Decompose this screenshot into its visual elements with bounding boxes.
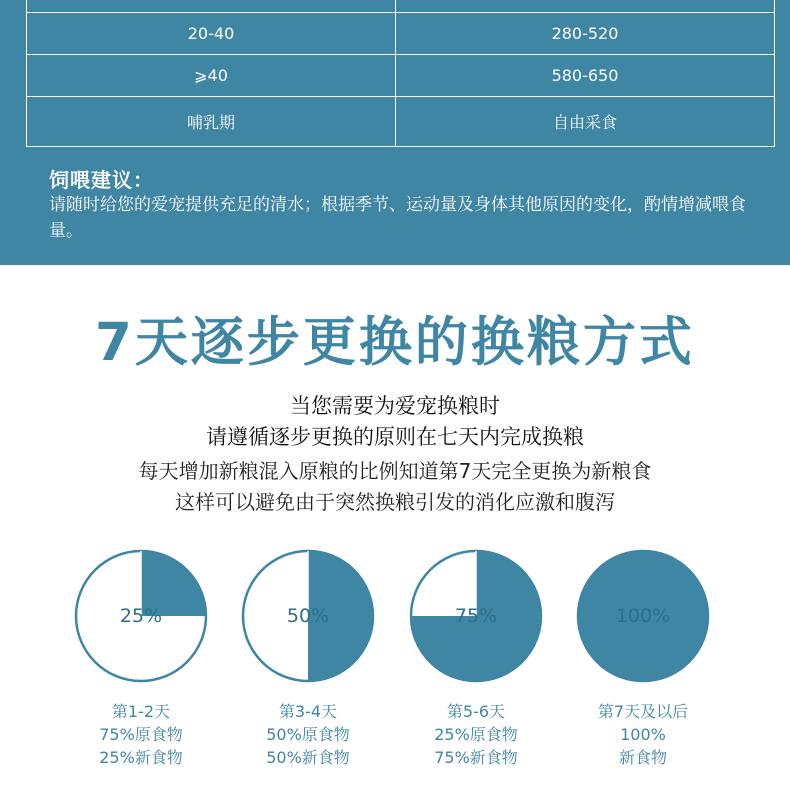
- table-cell-amount: 580-650: [551, 66, 619, 85]
- stage-new: 25%新食物: [99, 748, 183, 767]
- stage-new: 新食物: [618, 748, 667, 767]
- advice-text: 请随时给您的爱宠提供充足的清水；根据季节、运动量及身体其他原因的变化，酌情增减喂食量。: [49, 195, 746, 241]
- stage-percent-label: 50%: [286, 605, 330, 627]
- intro-line-1: 当您需要为爱宠换粮时: [290, 394, 500, 418]
- stage-caption-4: [563, 700, 723, 769]
- intro-line-4: 这样可以避免由于突然换粮引发的消化应激和腹泻: [175, 490, 615, 514]
- stage-caption-2: [228, 700, 388, 769]
- stage-percent-label: 25%: [119, 605, 163, 627]
- table-cell-weight: ⩾40: [27, 55, 396, 96]
- table-cell-weight: 哺乳期: [27, 97, 396, 146]
- feeding-table: [26, 0, 775, 147]
- table-row: [27, 96, 774, 146]
- page-heading: 7天逐步更换的换粮方式: [95, 312, 695, 373]
- stage-old: 100%: [620, 725, 666, 744]
- table-row: [27, 12, 774, 54]
- table-cell-amount: 自由采食: [552, 113, 617, 132]
- table-cell-amount: 280-520: [551, 24, 619, 43]
- stage-pie-2: [241, 549, 375, 683]
- stage-pie-4: [576, 549, 710, 683]
- stage-caption-1: [61, 700, 221, 769]
- stage-pie-1: [74, 549, 208, 683]
- feeding-table-section: [0, 0, 790, 265]
- stage-days: 第1-2天: [111, 702, 171, 721]
- advice-title: 饲喂建议：: [49, 168, 154, 192]
- stage-percent-label: 75%: [454, 605, 498, 627]
- stage-old: 75%原食物: [99, 725, 183, 744]
- stage-pie-3: [409, 549, 543, 683]
- stage-new: 50%新食物: [266, 748, 350, 767]
- table-cell-weight: 20-40: [27, 13, 396, 54]
- stage-old: 50%原食物: [266, 725, 350, 744]
- stage-days: 第5-6天: [446, 702, 506, 721]
- stage-caption-3: [396, 700, 556, 769]
- intro-line-2: 请遵循逐步更换的原则在七天内完成换粮: [206, 425, 584, 449]
- stage-days: 第7天及以后: [597, 702, 689, 721]
- stage-new: 75%新食物: [434, 748, 518, 767]
- stage-percent-label: 100%: [615, 605, 671, 627]
- table-row: [27, 54, 774, 96]
- stage-old: 25%原食物: [434, 725, 518, 744]
- intro-line-3: 每天增加新粮混入原粮的比例知道第7天完全更换为新粮食: [138, 459, 652, 483]
- stage-days: 第3-4天: [278, 702, 338, 721]
